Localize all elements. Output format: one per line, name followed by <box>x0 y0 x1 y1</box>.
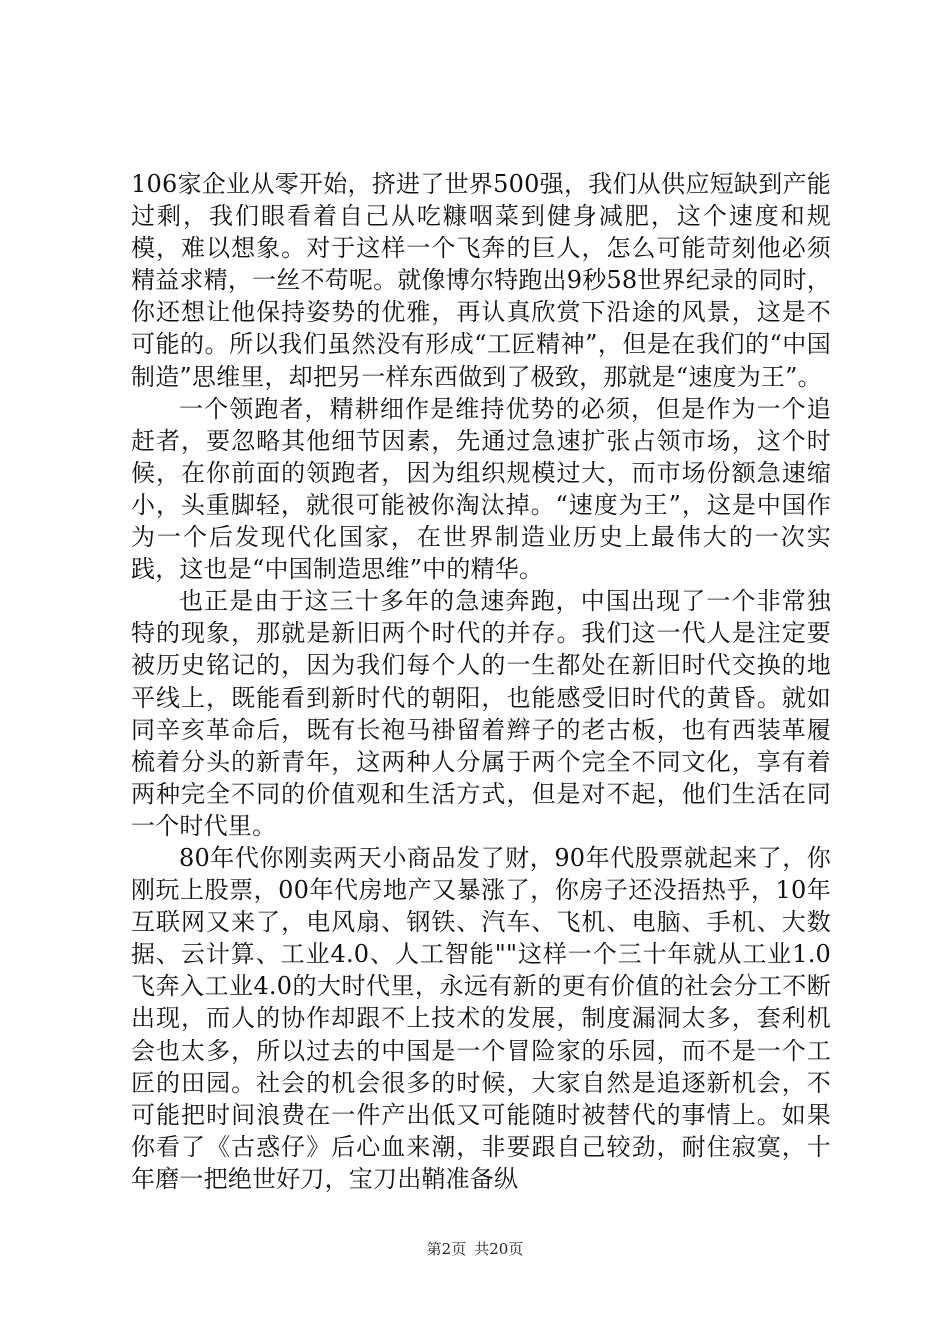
paragraph-2: 一个领跑者，精耕细作是维持优势的必须，但是作为一个追赶者，要忽略其他细节因素，先通过急速扩张占领市场，这个时候，在你前面的领跑者，因为组织规模过大，而市场份额急速缩小，头重脚轻，就很可能被你淘汰掉。“速度为王”，这是中国作为一个后发现代化国家，在世界制造业历史上最伟大的一次实践，这也是“中国制造思维”中的精华。 <box>131 394 831 584</box>
paragraph-3: 也正是由于这三十多年的急速奔跑，中国出现了一个非常独特的现象，那就是新旧两个时代的并存。我们这一代人是注定要被历史铭记的，因为我们每个人的一生都处在新旧时代交换的地平线上，既能看到新时代的朝阳，也能感受旧时代的黄昏。就如同辛亥革命后，既有长袍马褂留着辫子的老古板，也有西装革履梳着分头的新青年，这两种人分属于两个完全不同文化，享有着两种完全不同的价值观和生活方式，但是对不起，他们生活在同一个时代里。 <box>131 587 831 840</box>
page-number: 第2页 <box>426 1240 467 1258</box>
body-text <box>131 168 831 1195</box>
paragraph-4: 80年代你刚卖两天小商品发了财，90年代股票就起来了，你刚玩上股票，00年代房地产又暴涨了，你房子还没捂热乎，10年互联网又来了，电风扇、钢铁、汽车、飞机、电脑、手机、大数据、云计算、工业4.0、人工智能""这样一个三十年就从工业1.0飞奔入工业4.0的大时代里，永远有新的更有价值的社会分工不断出现，而人的协作却跟不上技术的发展，制度漏洞太多，套利机会也太多，所以过去的中国是一个冒险家的乐园，而不是一个工匠的田园。社会的机会很多的时候，大家自然是追逐新机会，不可能把时间浪费在一件产出低又可能随时被替代的事情上。如果你看了《古惑仔》后心血来潮，非要跟自己较劲，耐住寂寞，十年磨一把绝世好刀，宝刀出鞘准备纵 <box>131 843 831 1193</box>
page-footer <box>0 1238 950 1259</box>
total-pages: 共20页 <box>474 1240 524 1258</box>
paragraph-1: 106家企业从零开始，挤进了世界500强，我们从供应短缺到产能过剩，我们眼看着自己从吃糠咽菜到健身减肥，这个速度和规模，难以想象。对于这样一个飞奔的巨人，怎么可能苛刻他必须精益求精，一丝不苟呢。就像博尔特跑出9秒58世界纪录的同时，你还想让他保持姿势的优雅，再认真欣赏下沿途的风景，这是不可能的。所以我们虽然没有形成“工匠精神”，但是在我们的“中国制造”思维里，却把另一样东西做到了极致，那就是“速度为王”。 <box>131 170 831 391</box>
